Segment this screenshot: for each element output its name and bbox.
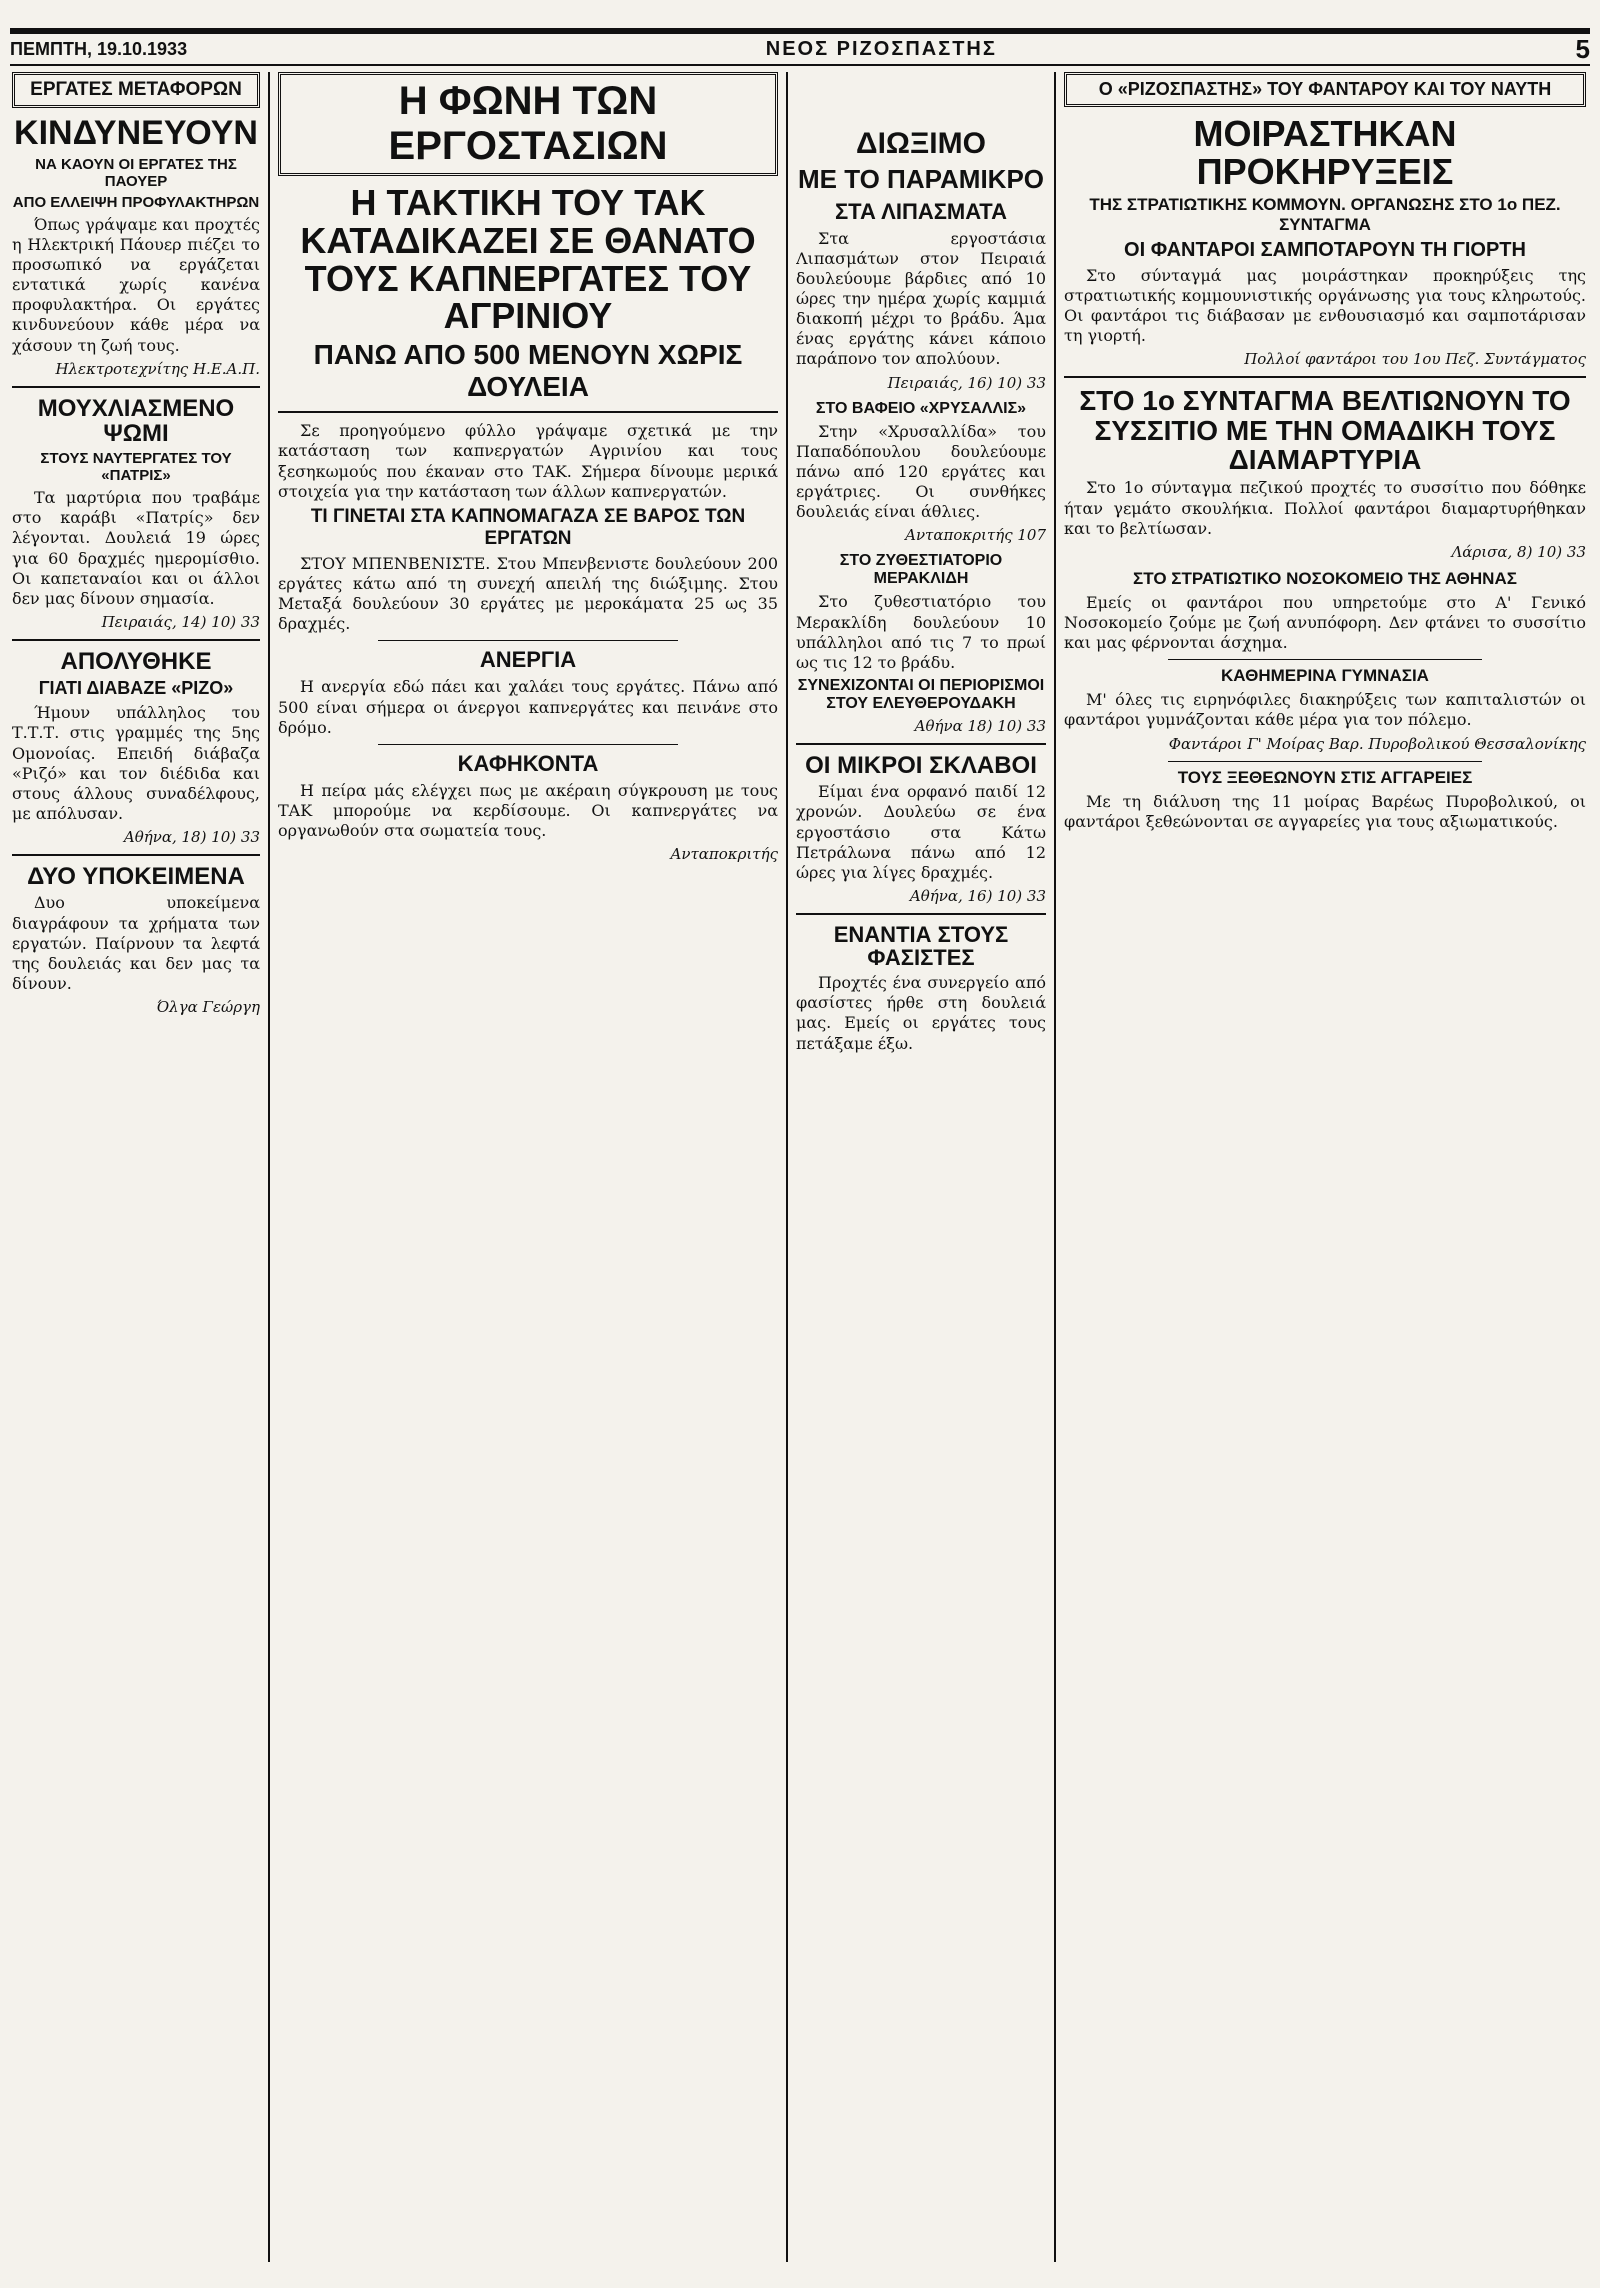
subheadline: ΑΠΟ ΕΛΛΕΙΨΗ ΠΡΟΦΥΛΑΚΤΗΡΩΝ bbox=[12, 193, 260, 211]
column-soldiers bbox=[1064, 72, 1586, 836]
subheadline: ΑΝΕΡΓΙΑ bbox=[479, 647, 577, 673]
headline: ΔΥΟ ΥΠΟΚΕΙΜΕΝΑ bbox=[27, 863, 245, 891]
subheadline: ΤΗΣ ΣΤΡΑΤΙΩΤΙΚΗΣ ΚΟΜΜΟΥΝ. ΟΡΓΑΝΩΣΗΣ ΣΤΟ 1ο ΠΕΖ. ΣΥΝΤΑΓΜΑ bbox=[1089, 194, 1561, 234]
article-signature: Αθήνα 18) 10) 33 bbox=[914, 717, 1046, 735]
article-signature: Όλγα Γεώργη bbox=[156, 998, 260, 1017]
divider bbox=[1168, 659, 1481, 660]
article-signature: Αθήνα, 18) 10) 33 bbox=[123, 828, 260, 847]
subheadline: ΚΑΘΗΜΕΡΙΝΑ ΓΥΜΝΑΣΙΑ bbox=[1221, 666, 1429, 686]
subheadline: ΚΑΦΗΚΟΝΤΑ bbox=[457, 750, 599, 776]
divider bbox=[278, 411, 778, 413]
article-signature: Ανταποκριτής 107 bbox=[905, 526, 1046, 545]
column-factories bbox=[278, 72, 778, 871]
subheadline: ΓΙΑΤΙ ΔΙΑΒΑΖΕ «ΡΙΖΟ» bbox=[38, 678, 234, 699]
column-transport-workers bbox=[12, 72, 260, 1024]
article-signature: Ηλεκτροτεχνίτης Η.Ε.Α.Π. bbox=[55, 359, 260, 378]
headline: ΜΟΙΡΑΣΤΗΚΑΝ ΠΡΟΚΗΡΥΞΕΙΣ bbox=[1193, 113, 1457, 192]
article-signature: Πολλοί φαντάροι του 1ου Πεζ. Συντάγματος bbox=[1244, 350, 1586, 369]
issue-date: ΠΕΜΠΤΗ, 19.10.1933 bbox=[10, 38, 188, 59]
masthead bbox=[10, 28, 1590, 66]
subheadline: ΠΑΝΩ ΑΠΟ 500 ΜΕΝΟΥΝ ΧΩΡΙΣ ΔΟΥΛΕΙΑ bbox=[313, 339, 743, 403]
subheadline: ΣΥΝΕΧΙΖΟΝΤΑΙ ΟΙ ΠΕΡΙΟΡΙΣΜΟΙ ΣΤΟΥ ΕΛΕΥΘΕΡΟΥΔΑΚΗ bbox=[797, 677, 1045, 712]
page-number: 5 bbox=[1575, 33, 1590, 64]
article-text: Η ανεργία εδώ πάει και χαλάει τους εργάτες. Πάνω από 500 είναι σήμερα οι άνεργοι καπνεργάτες και πεινάνε στο δρόμο. bbox=[278, 677, 778, 737]
article-text: Ήμουν υπάλληλος του Τ.Τ.Τ. στις γραμμές της 5ης Ομονοίας. Επειδή διάβαζα «Ριζό» και τον διέδιδα και στους άλλους συναδέλφους, με απόλυσαν. bbox=[12, 703, 260, 824]
section-header: ΕΡΓΑΤΕΣ ΜΕΤΑΦΟΡΩΝ bbox=[12, 72, 260, 108]
subheadline: ΤΙ ΓΙΝΕΤΑΙ ΣΤΑ ΚΑΠΝΟΜΑΓΑΖΑ ΣΕ ΒΑΡΟΣ ΤΩΝ ΕΡΓΑΤΩΝ bbox=[310, 505, 746, 549]
subheadline: ΟΙ ΦΑΝΤΑΡΟΙ ΣΑΜΠΟΤΑΡΟΥΝ ΤΗ ΓΙΟΡΤΗ bbox=[1124, 238, 1526, 261]
article-signature: Πειραιάς, 14) 10) 33 bbox=[101, 613, 260, 632]
headline: ΚΙΝΔΥΝΕΥΟΥΝ bbox=[14, 114, 258, 152]
divider bbox=[796, 913, 1046, 915]
divider bbox=[796, 743, 1046, 745]
column-persecution bbox=[796, 72, 1046, 1058]
article-text: Με τη διάλυση της 11 μοίρας Βαρέως Πυροβολικού, οι φαντάροι ξεθεώνονται σε αγγαρείες για τους αξιωματικούς. bbox=[1064, 791, 1586, 831]
divider bbox=[1168, 761, 1481, 762]
article-text: Εμείς οι φαντάροι που υπηρετούμε στο Α' Γενικό Νοσοκομείο ζούμε με ζωή ανυπόφορη. Δεν φτάνει το συσσίτιο και μας φέρνονται άσχημα. bbox=[1064, 592, 1586, 653]
subheadline: ΣΤΟ ΖΥΘΕΣΤΙΑΤΟΡΙΟ ΜΕΡΑΚΛΙΔΗ bbox=[839, 552, 1003, 588]
subheadline: ΜΕ ΤΟ ΠΑΡΑΜΙΚΡΟ bbox=[797, 163, 1045, 194]
article-text: Είμαι ένα ορφανό παιδί 12 χρονών. Δουλεύω σε ένα εργοστάσιο στα Κάτω Πετράλωνα πάνω από 12 ώρες για λίγες δραχμές. bbox=[796, 782, 1046, 882]
divider bbox=[378, 640, 678, 641]
article-text: Τα μαρτύρια που τραβάμε στο καράβι «Πατρίς» δεν λέγονται. Δουλειά 19 ώρες για 60 δραχμές ημερομίσθιο. Οι καπεταναίοι και οι άλλοι δεν μας δίνουν σημασία. bbox=[12, 488, 260, 608]
subheadline: ΣΤΟ ΣΤΡΑΤΙΩΤΙΚΟ ΝΟΣΟΚΟΜΕΙΟ ΤΗΣ ΑΘΗΝΑΣ bbox=[1133, 568, 1517, 588]
article-text: Σε προηγούμενο φύλλο γράψαμε σχετικά με την κατάσταση των καπνεργατών Αγρινίου και τους ξεσηκωμούς που έκαναν στο ΤΑΚ. Σήμερα δίνουμε μερικά στοιχεία για την κατάσταση των άλλων καπνεργατών. bbox=[278, 421, 778, 501]
article-signature: Φαντάροι Γ' Μοίρας Βαρ. Πυροβολικού Θεσσαλονίκης bbox=[1168, 734, 1586, 753]
article-text: ΣΤΟΥ ΜΠΕΝΒΕΝΙΣΤΕ. Στου Μπενβενιστε δουλεύουν 200 εργάτες κάτω από τη συνεχή απειλή της διώξιμης. Στου Μεταξά δουλεύουν 30 εργάτες με μεροκάματα 25 ως 35 δραχμές. bbox=[278, 553, 778, 634]
section-header: Ο «ΡΙΖΟΣΠΑΣΤΗΣ» ΤΟΥ ΦΑΝΤΑΡΟΥ ΚΑΙ ΤΟΥ ΝΑΥΤΗ bbox=[1064, 72, 1586, 107]
headline: ΕΝΑΝΤΙΑ ΣΤΟΥΣ ΦΑΣΙΣΤΕΣ bbox=[833, 921, 1009, 971]
article-text: Στα εργοστάσια Λιπασμάτων στον Πειραιά δουλεύουμε βάρδιες από 10 ώρες την ημέρα χωρίς καμμιά διακοπή μέχρι το βράδυ. Άμα ένας εργάτης κάνει κάποιο παράπονο τον απολύουν. bbox=[796, 228, 1046, 369]
headline: ΜΟΥΧΛΙΑΣΜΕΝΟ ΨΩΜΙ bbox=[37, 394, 235, 447]
section-header: Η ΦΩΝΗ ΤΩΝ ΕΡΓΟΣΤΑΣΙΩΝ bbox=[278, 72, 778, 176]
headline: Η ΤΑΚΤΙΚΗ ΤΟΥ ΤΑΚ ΚΑΤΑΔΙΚΑΖΕΙ ΣΕ ΘΑΝΑΤΟ ΤΟΥΣ ΚΑΠΝΕΡΓΑΤΕΣ ΤΟΥ ΑΓΡΙΝΙΟΥ bbox=[300, 182, 756, 337]
subheadline: ΝΑ ΚΑΟΥΝ ΟΙ ΕΡΓΑΤΕΣ ΤΗΣ ΠΑΟΥΕΡ bbox=[35, 155, 237, 190]
divider bbox=[1064, 376, 1586, 378]
article-text: Όπως γράψαμε και προχτές η Ηλεκτρική Πάουερ πιέζει το προσωπικό να εργάζεται εντατικά χωρίς κανένα προφυλακτήρα. Οι εργάτες κινδυνεύουν κάθε μέρα να χάσουν τη ζωή τους. bbox=[12, 214, 260, 355]
article-text: Στο σύνταγμά μας μοιράστηκαν προκηρύξεις της στρατιωτικής κομμουνιστικής οργάνωσης για τους κληρωτούς. Οι φαντάροι τις διάβασαν με ενθουσιασμό και σαμποτάρισαν τη γιορτή. bbox=[1064, 265, 1586, 346]
article-text: Δυο υποκείμενα διαγράφουν τα χρήματα των εργατών. Παίρνουν τα λεφτά της δουλειάς και δεν μας τα δίνουν. bbox=[12, 893, 260, 994]
subheadline: ΣΤΟΥΣ ΝΑΥΤΕΡΓΑΤΕΣ ΤΟΥ «ΠΑΤΡΙΣ» bbox=[40, 450, 232, 485]
divider bbox=[12, 639, 260, 641]
article-text: Στο ζυθεστιατόριο του Μερακλίδη δουλεύουν 10 υπάλληλοι από τις 7 το πρωί ως τις 12 το βράδυ. bbox=[796, 592, 1046, 672]
headline: ΟΙ ΜΙΚΡΟΙ ΣΚΛΑΒΟΙ bbox=[805, 752, 1037, 779]
divider bbox=[12, 386, 260, 388]
subheadline: ΤΟΥΣ ΞΕΘΕΩΝΟΥΝ ΣΤΙΣ ΑΓΓΑΡΕΙΕΣ bbox=[1177, 767, 1473, 787]
subheadline: ΣΤΑ ΛΙΠΑΣΜΑΤΑ bbox=[834, 198, 1008, 224]
article-text: Προχτές ένα συνεργείο από φασίστες ήρθε στη δουλειά μας. Εμείς οι εργάτες τους πετάξαμε έξω. bbox=[796, 973, 1046, 1053]
headline: ΔΙΩΞΙΜΟ bbox=[856, 127, 986, 160]
headline: ΣΤΟ 1ο ΣΥΝΤΑΓΜΑ ΒΕΛΤΙΩΝΟΥΝ ΤΟ ΣΥΣΣΙΤΙΟ ΜΕ ΤΗΝ ΟΜΑΔΙΚΗ ΤΟΥΣ ΔΙΑΜΑΡΤΥΡΙΑ bbox=[1079, 385, 1571, 475]
article-text: Η πείρα μάς ελέγχει πως με ακέραιη σύγκρουση με τους ΤΑΚ μπορούμε να κερδίσουμε. Οι καπνεργάτες να οργανωθούν στα σωματεία τους. bbox=[278, 780, 778, 841]
column-rule bbox=[786, 72, 788, 2262]
divider bbox=[12, 854, 260, 856]
divider bbox=[378, 744, 678, 745]
article-text: Στο 1ο σύνταγμα πεζικού προχτές το συσσίτιο που δόθηκε ήταν γεμάτο σκουλήκια. Πολλοί φαντάροι διαμαρτυρήθηκαν και το βελτίωσαν. bbox=[1064, 478, 1586, 538]
paper-title: ΝΕΟΣ ΡΙΖΟΣΠΑΣΤΗΣ bbox=[765, 37, 997, 60]
article-signature: Αθήνα, 16) 10) 33 bbox=[909, 886, 1046, 905]
article-text: Στην «Χρυσαλλίδα» του Παπαδόπουλου δουλεύουμε πάνω από 120 εργάτες και εργάτριες. Οι συνθήκες δουλειάς είναι άθλιες. bbox=[796, 421, 1046, 522]
article-signature: Πειραιάς, 16) 10) 33 bbox=[887, 373, 1046, 392]
subheadline: ΣΤΟ ΒΑΦΕΙΟ «ΧΡΥΣΑΛΛΙΣ» bbox=[815, 399, 1027, 417]
article-signature: Ανταποκριτής bbox=[670, 845, 778, 864]
headline: ΑΠΟΛΥΘΗΚΕ bbox=[60, 648, 212, 676]
article-text: Μ' όλες τις ειρηνόφιλες διακηρύξεις των καπιταλιστών οι φαντάροι γυμνάζονται κάθε μέρα για τον πόλεμο. bbox=[1064, 690, 1586, 730]
column-rule bbox=[1054, 72, 1056, 2262]
column-rule bbox=[268, 72, 270, 2262]
article-signature: Λάρισα, 8) 10) 33 bbox=[1451, 542, 1586, 561]
